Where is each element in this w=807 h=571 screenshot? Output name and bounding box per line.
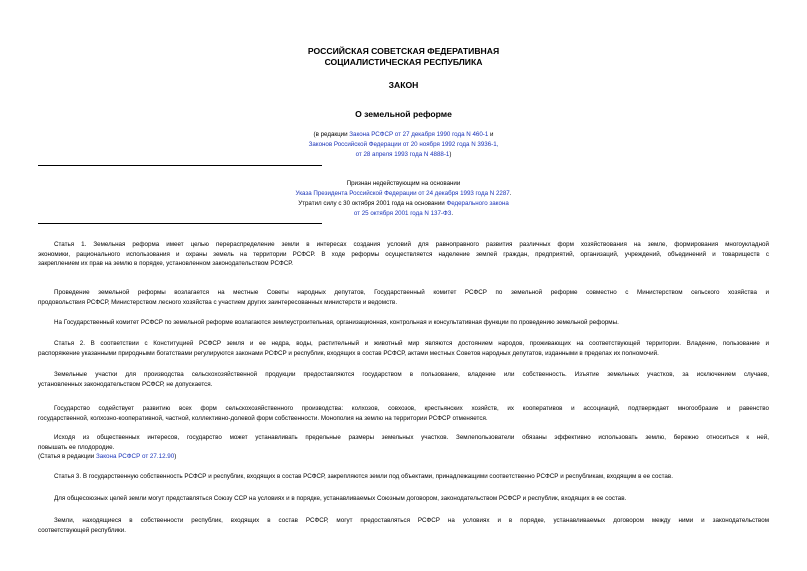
document-title-line-2: СОЦИАЛИСТИЧЕСКАЯ РЕСПУБЛИКА xyxy=(324,57,483,67)
text-line: Земли, находящиеся в собственности республик, входящих в состав РСФСР, могут предоставляться РСФСР на условиях и в порядке, устанавливаемых договором между ними и законодательством xyxy=(54,517,769,524)
text-line: распоряжение указанными природными богатствами регулируются законами РСФСР и республик, входящих в состав РСФСР, актами местных Советов народных депутатов, изданными в пределах их полномочий. xyxy=(38,349,659,357)
text-line: экономики, рационального использования и охраны земель на территории РСФСР. В ходе реформы осуществляется наделение землей граждан, предприятий, организаций, учреждений, объединений и товариществ с xyxy=(38,250,769,258)
status-line-3 xyxy=(0,199,807,209)
text-line: повышать ее плодородие. xyxy=(38,443,115,451)
status-dot-2: . xyxy=(451,210,454,217)
note-suffix: ) xyxy=(174,453,177,461)
status-decree-link[interactable]: Указа Президента Российской Федерации от 24 декабря 1993 года N 2287 xyxy=(295,190,510,197)
text-line: Исходя из общественных интересов, государство может устанавливать предельные размеры земельных участков. Землепользователи обязаны эффективно использовать землю, бережно относиться к ней, xyxy=(54,434,769,441)
status-line-2 xyxy=(0,189,807,199)
revision-link-2[interactable]: Законов Российской Федерации от 20 ноября 1992 года N 3936-1, xyxy=(308,141,499,148)
status-law-date-link[interactable]: от 25 октября 2001 года N 137-ФЗ xyxy=(353,210,452,217)
divider-bottom xyxy=(38,223,322,224)
text-line: Статья 2. В соответствии с Конституцией РСФСР земля и ее недра, воды, растительный и животный мир являются достоянием народов, проживающих на соответствующей территории. Владение, пользование и xyxy=(54,340,769,347)
revision-line-2 xyxy=(0,140,807,150)
text-line: соответствующей республики. xyxy=(38,526,126,534)
text-line: Статья 3. В государственную собственность РСФСР и республик, входящих в состав РСФСР, закрепляются земли под объектами, принадлежащими соответственно РСФСР и республикам, входящим в ее состав. xyxy=(54,473,673,480)
revision-line-1 xyxy=(0,130,807,140)
text-line: На Государственный комитет РСФСР по земельной реформе возлагаются землеустроительная, организационная, контрольная и консультативная функции по проведению земельной реформы. xyxy=(54,319,619,326)
text-line: государственной, колхозно-кооперативной, частной, коллективно-долевой форм собственности. Монополия на землю на территории РСФСР отменяется. xyxy=(38,414,488,422)
paragraph-republic-lands xyxy=(38,516,769,535)
status-repeal-text: Утратил силу с 30 октября 2001 года на основании xyxy=(298,200,447,207)
text-line: продовольствия РСФСР, Министерством лесного хозяйства с участием других заинтересованных министерств и ведомств. xyxy=(38,298,398,306)
note-prefix: (Статья в редакции xyxy=(38,453,96,461)
status-dot-1: . xyxy=(509,190,512,197)
text-line: Государство содействует развитию всех форм сельскохозяйственного производства: колхозов, совхозов, крестьянских хозяйств, их кооперативов и ассоциаций, подтверждает многообразие и равенство xyxy=(54,405,769,412)
revision-note xyxy=(22,452,769,462)
paragraph-article-2 xyxy=(38,339,769,358)
text-line: Для общесоюзных целей земли могут представляться Союзу ССР на условиях и в порядке, устанавливаемых Союзным договором, законодательством РСФСР и республик, входящих в ее состав. xyxy=(54,495,627,502)
paragraph-article-1 xyxy=(38,240,769,269)
paragraph-union-purposes xyxy=(38,494,769,504)
divider-top xyxy=(38,165,322,166)
paragraph-reform-executors xyxy=(38,288,769,307)
revision-link-1[interactable]: Закона РСФСР от 27 декабря 1990 года N 460-1 xyxy=(349,131,489,138)
document-name: О земельной реформе xyxy=(355,109,452,119)
document-type: ЗАКОН xyxy=(388,80,419,90)
status-line-1: Признан недействующим на основании xyxy=(346,180,461,187)
paragraph-land-plots xyxy=(38,370,769,389)
text-line: Проведение земельной реформы возлагается на местные Советы народных депутатов, Государственный комитет РСФСР по земельной реформе совместно с Министерством сельского хозяйства и xyxy=(54,289,769,296)
status-federal-law-link[interactable]: Федерального закона xyxy=(446,200,509,207)
note-law-link[interactable]: Закона РСФСР от 27.12.90 xyxy=(96,453,175,461)
revision-link-3[interactable]: от 28 апреля 1993 года N 4888-1 xyxy=(355,151,450,158)
revision-close: ) xyxy=(449,151,452,158)
revision-prefix: (в редакции xyxy=(313,131,350,138)
text-line: Земельные участки для производства сельскохозяйственной продукции предоставляются государством в пользование, владение или собственность. Изъятие земельных участков, за исключением случаев, xyxy=(54,371,769,378)
text-line: Статья 1. Земельная реформа имеет целью перераспределение земли в интересах создания условий для равноправного развития различных форм хозяйствования на земле, формирования многоукладной xyxy=(54,241,769,248)
paragraph-article-3 xyxy=(38,472,769,482)
paragraph-plot-limits xyxy=(38,433,769,462)
paragraph-agri-forms xyxy=(38,404,769,423)
text-line: закреплением их прав на землю в порядке, установленном законодательством РСФСР. xyxy=(38,260,293,268)
status-line-4 xyxy=(0,209,807,219)
paragraph-state-committee xyxy=(38,318,769,328)
revision-suffix: и xyxy=(488,131,494,138)
revision-line-3 xyxy=(0,150,807,160)
document-title-line-1: РОССИЙСКАЯ СОВЕТСКАЯ ФЕДЕРАТИВНАЯ xyxy=(307,46,500,56)
text-line: установленных законодательством РСФСР, не допускается. xyxy=(38,380,213,388)
